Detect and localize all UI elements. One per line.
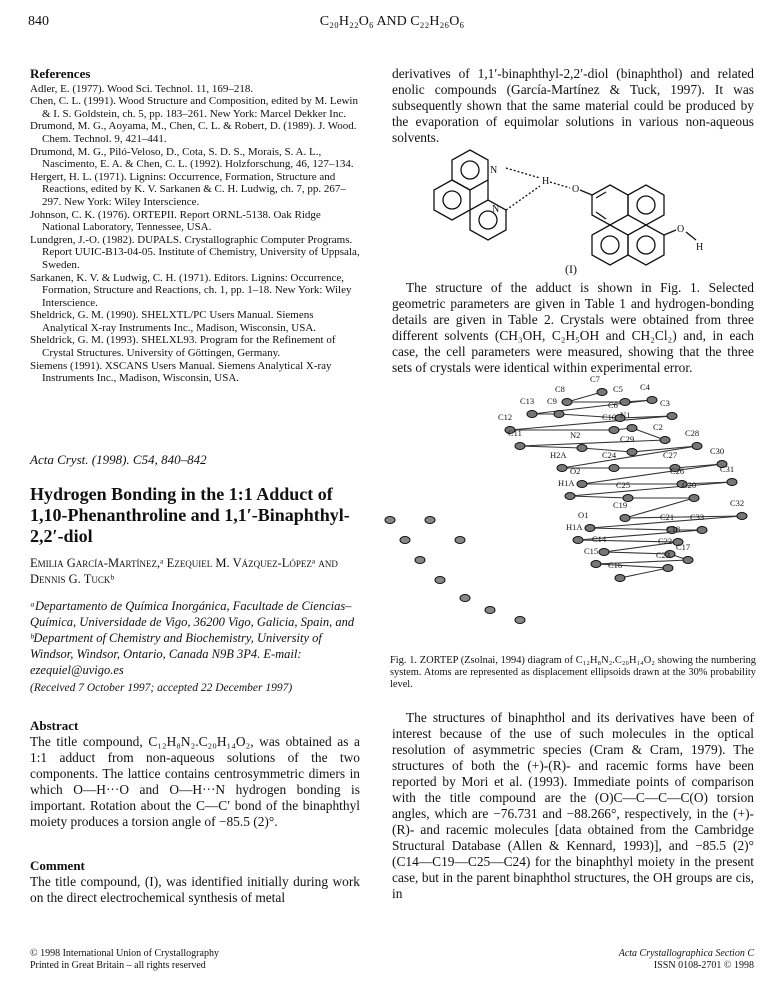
- atom-ellipsoid: [515, 443, 525, 450]
- atom-label: C16: [608, 560, 623, 570]
- atom-label: C8: [555, 384, 565, 394]
- bond-line: [590, 528, 672, 530]
- atom-label: N1: [620, 410, 631, 420]
- atom-ellipsoid: [620, 399, 630, 406]
- atom-ellipsoid: [425, 517, 435, 524]
- comment-section: [30, 858, 360, 906]
- scheme-h2: H: [696, 242, 704, 253]
- atom-label: N2: [570, 430, 581, 440]
- atom-ellipsoid: [415, 557, 425, 564]
- reference-item: Siemens (1991). XSCANS Users Manual. Siemens Analytical X-ray Instruments Inc., Madison, Wisconsin, USA.: [30, 359, 332, 385]
- reference-item: Hergert, H. L. (1971). Lignins: Occurrence, Formation, Structure and Reactions, edited by K. V. Sarkanen & C. H. Ludwig, ch. 7, pp. 267–297. New York: Wiley Interscience.: [30, 170, 346, 208]
- abstract-heading: Abstract: [30, 718, 79, 733]
- scheme-o2: O: [677, 224, 685, 235]
- reference-item: Lundgren, J.-O. (1982). DUPALS. Crystallographic Computer Programs. Report UUIC-B13-04-05. Institute of Chemistry, University of Uppsala, Sweden.: [30, 233, 360, 271]
- atom-label: C14: [592, 534, 607, 544]
- atom-label: C11: [508, 428, 522, 438]
- atom-ellipsoid: [615, 575, 625, 582]
- footer-printed: Printed in Great Britain – all rights reserved: [30, 960, 206, 971]
- zortep-figure: [370, 370, 770, 650]
- article-affiliation: ᵃDepartamento de Química Inorgánica, Facultade de Ciencias–Química, Universidade de Vigo, 36200 Vigo, Galicia, Spain, and ᵇDepartment of Chemistry and Biochemistry, University of Windsor, Windsor, Ontario, Canada N9B 3P4. E-mail: ezequiel@uvigo.es: [30, 599, 355, 677]
- atom-ellipsoid: [591, 561, 601, 568]
- atom-label: C7: [590, 374, 600, 384]
- atom-ellipsoid: [627, 449, 637, 456]
- atom-label: C2: [653, 422, 663, 432]
- references-section: [30, 68, 360, 385]
- bond-line: [620, 568, 668, 578]
- reference-item: Sheldrick, G. M. (1990). SHELXTL/PC Users Manual. Siemens Analytical X-ray Instruments Inc., Madison, Wisconsin, USA.: [30, 309, 317, 334]
- binaphthol-paragraph: The structures of binaphthol and its derivatives have been of interest because of the use of such molecules in the optical resolution of asymmetric species (Cram & Cram, 1979). The structures of both the (+)-(R)- and racemic forms have been reported by Mori et al. (1993). Immediate points of comparison with the title compound are the (O)C—C—C—C(O) torsion angles, which are −76.731 and −88.266°, respectively, in the (+)-(R)- and racemic molecules [data obtained from the Cambridge Structural Database (Allen & Kennard, 1993)], and −85.5 (2)° (C14—C19—C25—C24) for the binaphthyl moiety in the present case, but in the parent binaphthol structures, the OH groups are cis, in: [392, 710, 754, 901]
- atom-label: C32: [730, 498, 745, 508]
- atom-label: C22: [658, 536, 673, 546]
- atom-label: C19: [613, 500, 628, 510]
- received-dates: (Received 7 October 1997; accepted 22 December 1997): [30, 682, 293, 694]
- atom-ellipsoid: [609, 427, 619, 434]
- atom-label: C10: [602, 412, 617, 422]
- figure-caption: Fig. 1. ZORTEP (Zsolnai, 1994) diagram of C₁₂H₈N₂.C₂₀H₁₄O₂ showing the numbering system. Atoms are represented as displacement ellipsoids drawn at the 30% probability level.: [390, 655, 756, 690]
- scheme-n1: N: [490, 165, 498, 176]
- atom-ellipsoid: [692, 443, 702, 450]
- atom-ellipsoid: [554, 411, 564, 418]
- bond-line: [520, 446, 582, 448]
- atom-label: C33: [690, 512, 705, 522]
- comment-text: The title compound, (I), was identified initially during work on the direct electrochemical synthesis of metal: [30, 874, 360, 905]
- atom-label: H1A: [558, 478, 575, 488]
- atom-ellipsoid: [609, 465, 619, 472]
- atom-label: C31: [720, 464, 735, 474]
- bond-line: [570, 496, 628, 498]
- atom-label: C26: [670, 466, 685, 476]
- references-heading: References: [30, 66, 91, 81]
- atom-ellipsoid: [573, 537, 583, 544]
- atom-label: C29: [620, 434, 635, 444]
- bond-line: [510, 416, 672, 430]
- atom-label: C30: [710, 446, 725, 456]
- bond-line: [520, 440, 665, 446]
- atom-ellipsoid: [577, 481, 587, 488]
- scheme-o1: O: [572, 184, 580, 195]
- atom-ellipsoid: [620, 515, 630, 522]
- abstract-section: [30, 718, 360, 830]
- atom-label: C24: [602, 450, 617, 460]
- reference-item: Sarkanen, K. V. & Ludwig, C. H. (1971). Editors. Lignins: Occurrence, Formation, Structure and Reactions, ch. 1, pp. 1–18. New York: Wiley Interscience.: [30, 271, 352, 309]
- scheme-label: (I): [565, 262, 577, 276]
- reference-item: Adler, E. (1977). Wood Sci. Technol. 11, 169–218.: [30, 82, 254, 95]
- atom-ellipsoid: [627, 425, 637, 432]
- atom-label: C20: [682, 480, 697, 490]
- atom-ellipsoid: [660, 437, 670, 444]
- atom-label: C3: [660, 398, 670, 408]
- atom-label: H1A: [566, 522, 583, 532]
- atom-label: C28: [685, 428, 700, 438]
- page-number: 840: [28, 14, 49, 29]
- bond-line: [596, 564, 668, 568]
- article-authors: Emilia García-Martínez,ᵃ Ezequiel M. Vázquez-Lópezᵃ and Dennis G. Tuckᵇ: [30, 556, 338, 586]
- atom-ellipsoid: [485, 607, 495, 614]
- reference-list: [30, 83, 360, 385]
- atom-ellipsoid: [435, 577, 445, 584]
- abstract-text: The title compound, C₁₂H₈N₂.C₂₀H₁₄O₂, was obtained as a 1:1 adduct from non-aqueous solutions of the two components. The lattice contains centrosymmetric dimers in which O—H···O and O—H···N hydrogen bonding is important. Rotation about the C—C′ bond of the binaphthyl moiety produces a torsion angle of −85.5 (2)°.: [30, 734, 360, 829]
- structure-paragraph: The structure of the adduct is shown in Fig. 1. Selected geometric parameters are given in Table 1 and hydrogen-bonding details are given in Table 2. Crystals were obtained from three different solvents (CH₃OH, C₂H₅OH and CH₂Cl₂) and, in each case, the cell parameters were measured, showing that the three sets of crystals were identical within experimental error.: [392, 280, 754, 375]
- atom-label: C17: [676, 542, 691, 552]
- atom-label: C4: [640, 382, 650, 392]
- bond-line: [582, 464, 722, 484]
- atom-ellipsoid: [599, 549, 609, 556]
- footer-copyright: © 1998 International Union of Crystallography: [30, 948, 219, 959]
- atom-ellipsoid: [683, 557, 693, 564]
- reference-item: Drumond, M. G., Aoyama, M., Chen, C. L. & Robert, D. (1989). J. Wood. Chem. Technol. 9, 421–441.: [30, 120, 357, 145]
- atom-label: C5: [613, 384, 623, 394]
- atom-ellipsoid: [727, 479, 737, 486]
- atom-ellipsoid: [385, 517, 395, 524]
- atom-ellipsoid: [562, 399, 572, 406]
- atom-ellipsoid: [647, 397, 657, 404]
- footer-issn: ISSN 0108-2701 © 1998: [653, 960, 754, 971]
- scheme-h: H: [542, 176, 550, 187]
- atom-label: H2A: [550, 450, 567, 460]
- atom-label: C25: [616, 480, 631, 490]
- atom-label: O1: [578, 510, 589, 520]
- atom-label: C12: [498, 412, 513, 422]
- atom-label: C23: [656, 550, 671, 560]
- atom-ellipsoid: [565, 493, 575, 500]
- atom-ellipsoid: [737, 513, 747, 520]
- scheme-n2: N: [492, 204, 500, 215]
- article-title: Hydrogen Bonding in the 1:1 Adduct of 1,10-Phenanthroline and 1,1′-Binaphthyl-2,2′-diol: [30, 484, 350, 546]
- comment-heading: Comment: [30, 858, 85, 873]
- running-title: C₂₀H₂₂O₆ AND C₂₂H₂₆O₆: [319, 14, 465, 29]
- atom-ellipsoid: [527, 411, 537, 418]
- atom-label: C15: [584, 546, 599, 556]
- chemical-scheme: [430, 140, 730, 280]
- bond-line: [567, 392, 602, 402]
- atom-label: C27: [663, 450, 678, 460]
- atom-label: O2: [570, 466, 581, 476]
- atom-label: C9: [547, 396, 557, 406]
- atom-ellipsoid: [663, 565, 673, 572]
- atom-ellipsoid: [597, 389, 607, 396]
- atom-label: C6: [608, 400, 618, 410]
- atom-label: C21: [660, 512, 675, 522]
- atom-ellipsoid: [515, 617, 525, 624]
- atom-label: C18: [666, 524, 681, 534]
- footer-journal: Acta Crystallographica Section C: [618, 948, 754, 959]
- atom-ellipsoid: [460, 595, 470, 602]
- atom-ellipsoid: [455, 537, 465, 544]
- atom-ellipsoid: [689, 495, 699, 502]
- reference-item: Sheldrick, G. M. (1993). SHELXL93. Program for the Refinement of Crystal Structures. University of Göttingen, Germany.: [30, 334, 336, 360]
- atom-ellipsoid: [400, 537, 410, 544]
- atom-ellipsoid: [557, 465, 567, 472]
- atom-ellipsoid: [577, 445, 587, 452]
- reference-item: Johnson, C. K. (1976). ORTEPII. Report ORNL-5138. Oak Ridge National Laboratory, Tennessee, USA.: [30, 208, 321, 234]
- atom-label: C13: [520, 396, 535, 406]
- reference-item: Chen, C. L. (1991). Wood Structure and Composition, edited by M. Lewin & I. S. Goldstein, ch. 5, pp. 183–261. New York: Marcel Dekker Inc.: [30, 95, 358, 120]
- article-citation: Acta Cryst. (1998). C54, 840–842: [30, 452, 207, 467]
- atom-ellipsoid: [697, 527, 707, 534]
- atom-ellipsoid: [585, 525, 595, 532]
- reference-item: Drumond, M. G., Piló-Veloso, D., Cota, S. D. S., Morais, S. A. L., Nascimento, E. A. & Chen, C. L. (1992). Holzforschung, 46, 127–134.: [30, 145, 354, 171]
- intro-paragraph-continued: derivatives of 1,1′-binaphthyl-2,2′-diol (binaphthol) and related enolic compounds (García-Martínez & Tuck, 1997). It was subsequently shown that the same material could be produced by the evaporation of equimolar solutions in various non-aqueous solvents.: [392, 66, 754, 145]
- atom-ellipsoid: [667, 413, 677, 420]
